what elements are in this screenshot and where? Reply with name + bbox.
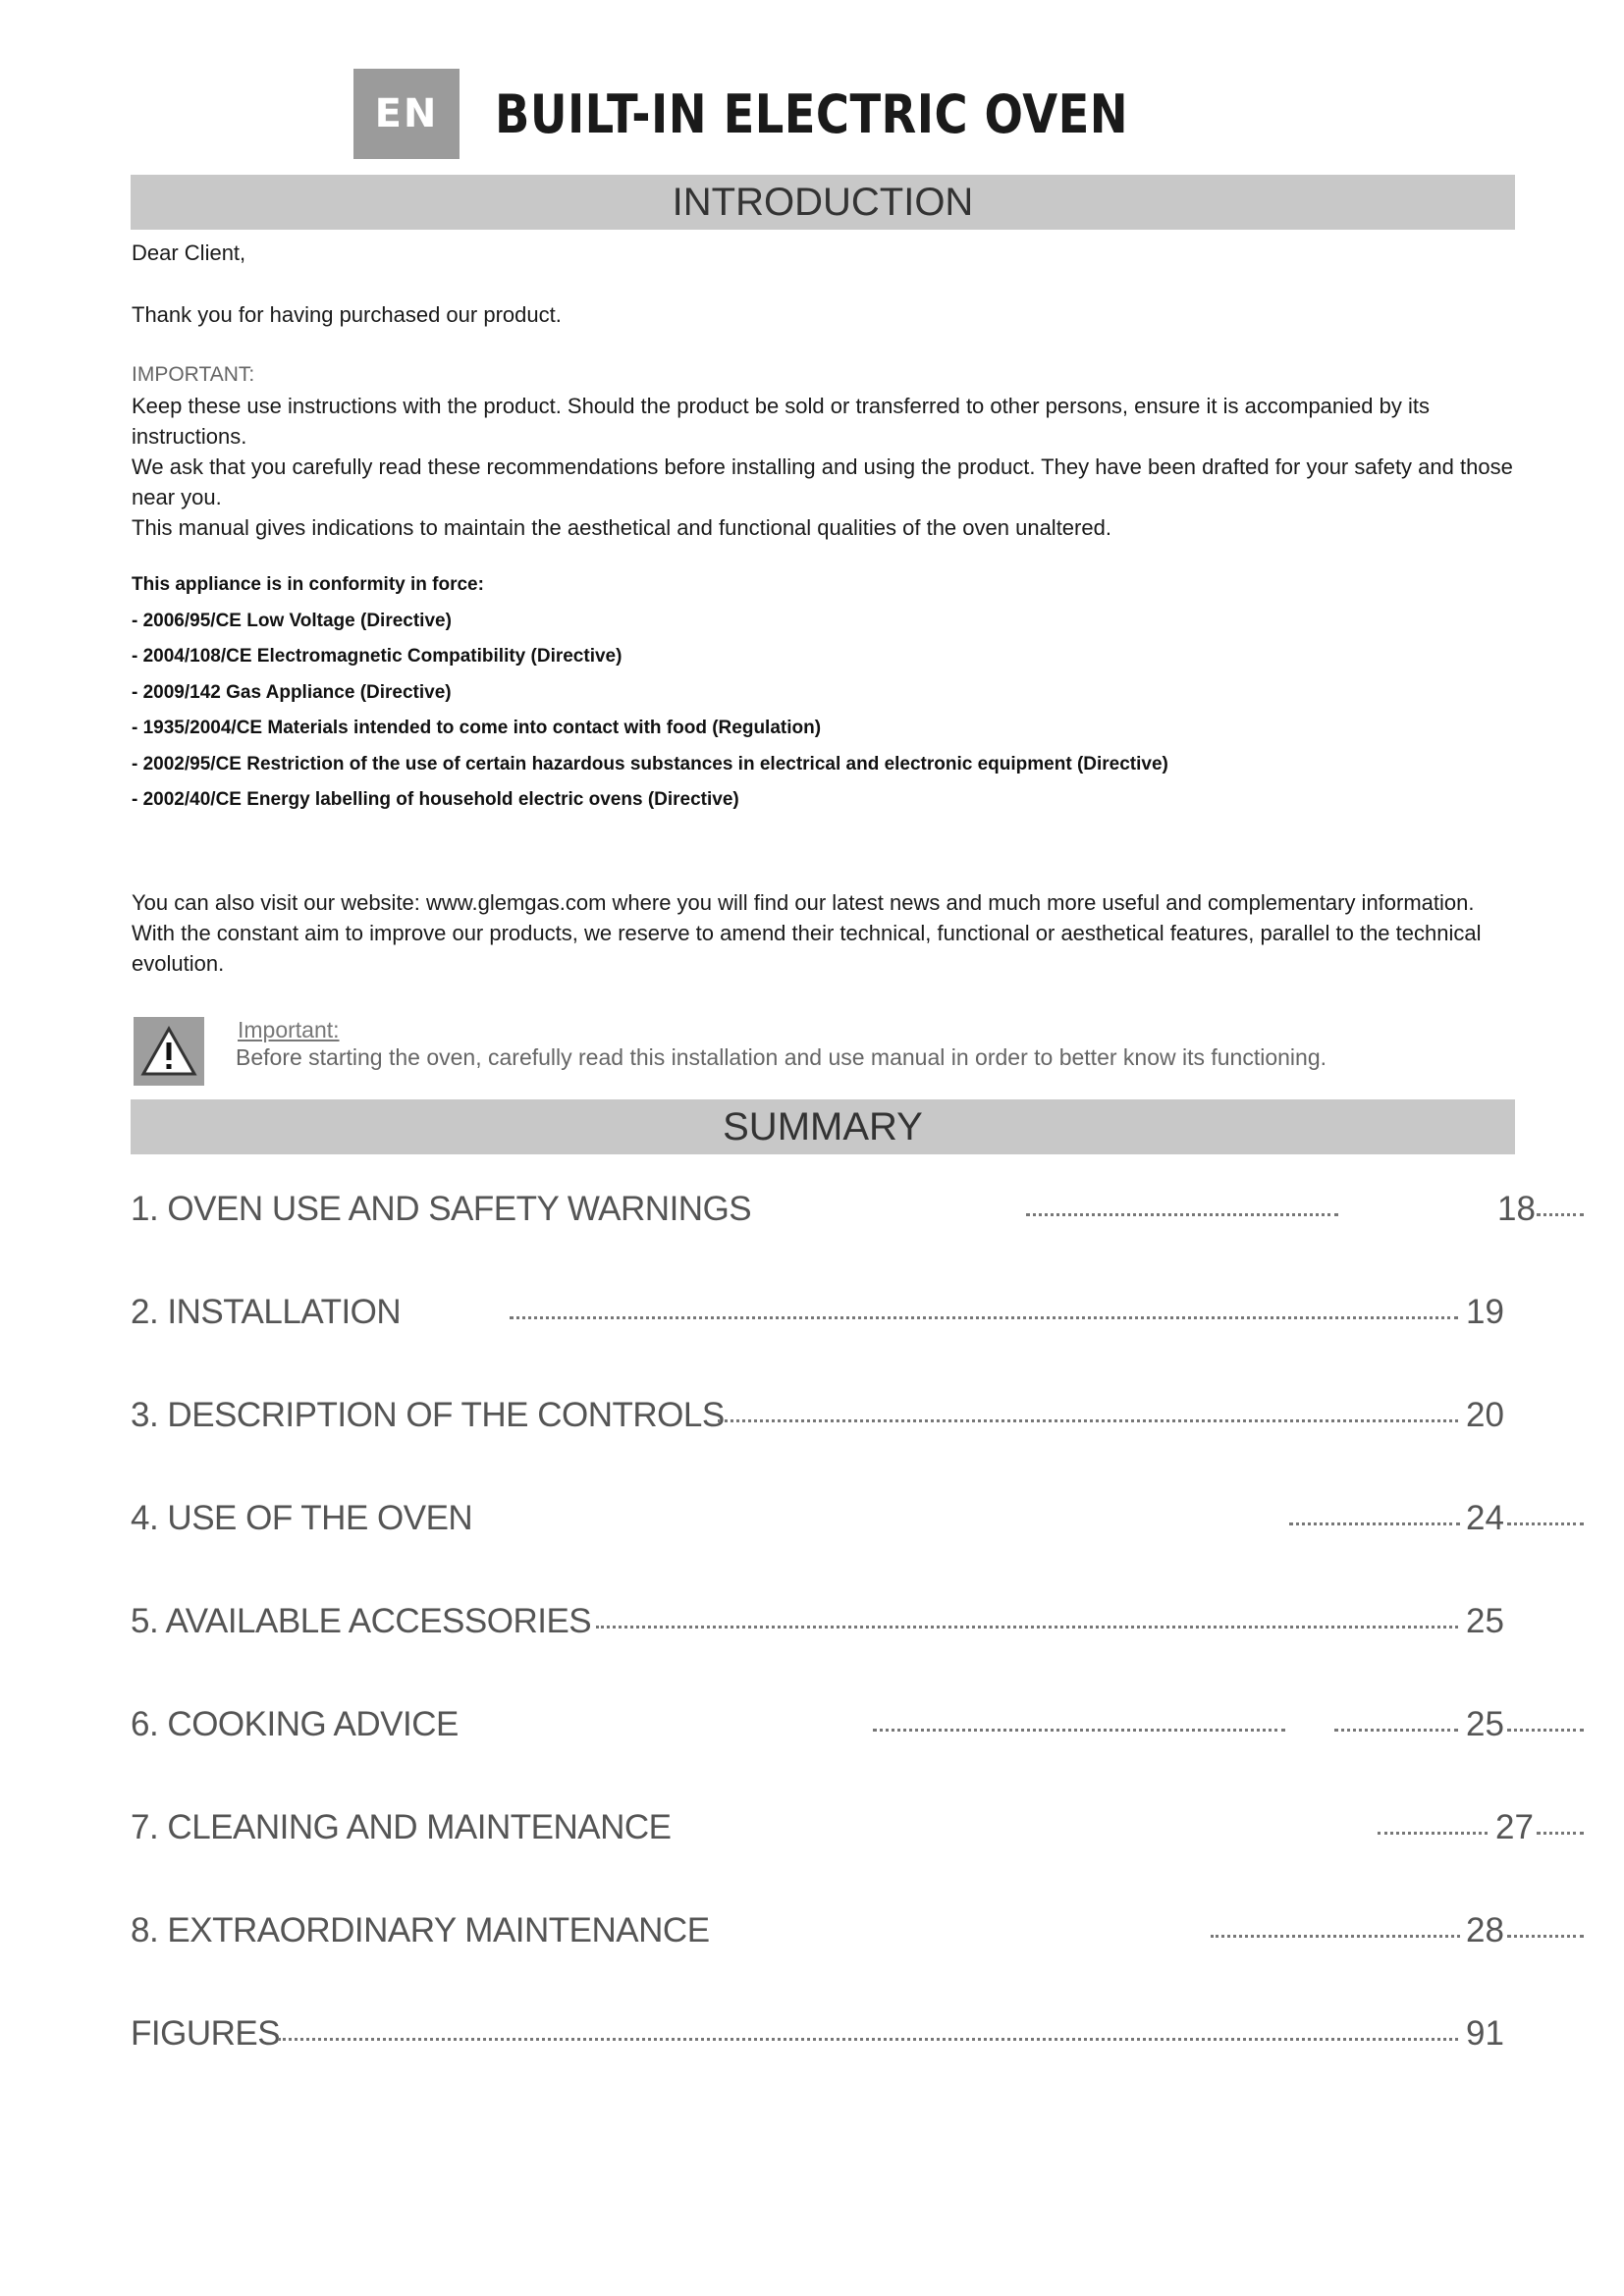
toc-entry[interactable] [131, 2014, 1603, 2117]
toc-entry[interactable] [131, 1911, 1603, 2014]
toc-entry-label: 6. COOKING ADVICE [131, 1705, 459, 1743]
notice-text: Before starting the oven, carefully read this installation and use manual in order to better know its functioning. [236, 1044, 1327, 1070]
toc-leader-dots [596, 1622, 1458, 1629]
important-notice [134, 1017, 1528, 1086]
toc-leader-dots [1507, 1725, 1584, 1732]
warning-triangle-icon [134, 1017, 204, 1086]
directive-item: - 2006/95/CE Low Voltage (Directive) [132, 610, 452, 631]
toc-leader-dots [718, 1415, 1458, 1422]
toc-entry-label: 7. CLEANING AND MAINTENANCE [131, 1808, 672, 1846]
toc-leader-dots [873, 1725, 1285, 1732]
directive-item: - 2002/40/CE Energy labelling of household electric ovens (Directive) [132, 789, 739, 810]
directive-item: - 2009/142 Gas Appliance (Directive) [132, 681, 452, 703]
toc-entry-page: 20 [1466, 1396, 1504, 1434]
toc-leader-dots [1507, 1519, 1584, 1525]
intro-paragraph-3: This manual gives indications to maintain the aesthetical and functional qualities of the oven unaltered. [132, 515, 1111, 540]
greeting: Dear Client, [132, 240, 246, 265]
toc-entry[interactable] [131, 1499, 1603, 1602]
intro-paragraph-1: Keep these use instructions with the product. Should the product be sold or transferred to other persons, ensure it is accompanied by its instructions. [132, 394, 1430, 449]
toc-leader-dots [1289, 1519, 1460, 1525]
toc-leader-dots [1507, 1931, 1584, 1938]
toc-entry[interactable] [131, 1293, 1603, 1396]
toc-entry-page: 91 [1466, 2014, 1504, 2053]
toc-entry[interactable] [131, 1705, 1603, 1808]
directive-item: - 2002/95/CE Restriction of the use of certain hazardous substances in electrical and electronic equipment (Directive) [132, 753, 1168, 774]
conformity-title: This appliance is in conformity in force: [132, 574, 484, 595]
toc-entry-page: 28 [1466, 1911, 1504, 1949]
page-header [353, 69, 1231, 159]
website-paragraph: You can also visit our website: www.glemgas.com where you will find our latest news and much more useful and complementary information. With the constant aim to improve our products, we reserve to amend their technical, functional or aesthetical features, parallel to the technical evolution. [132, 890, 1482, 976]
important-label: IMPORTANT: [132, 363, 255, 386]
toc-entry-page: 25 [1466, 1705, 1504, 1743]
introduction-heading: INTRODUCTION [131, 175, 1515, 230]
toc-leader-dots [1334, 1725, 1458, 1732]
toc-entry-label: 4. USE OF THE OVEN [131, 1499, 473, 1537]
toc-entry-label: 1. OVEN USE AND SAFETY WARNINGS [131, 1190, 752, 1228]
toc-leader-dots [1378, 1828, 1488, 1835]
toc-entry[interactable] [131, 1602, 1603, 1705]
table-of-contents [131, 1190, 1603, 2117]
toc-leader-dots [1211, 1931, 1460, 1938]
toc-entry-page: 24 [1466, 1499, 1504, 1537]
toc-entry-page: 19 [1466, 1293, 1504, 1331]
directive-item: - 1935/2004/CE Materials intended to come into contact with food (Regulation) [132, 718, 822, 738]
toc-entry-label: 2. INSTALLATION [131, 1293, 402, 1331]
toc-entry[interactable] [131, 1396, 1603, 1499]
toc-leader-dots [1026, 1209, 1338, 1216]
language-badge: EN [353, 69, 460, 159]
directive-item: - 2004/108/CE Electromagnetic Compatibility (Directive) [132, 646, 623, 667]
thanks-text: Thank you for having purchased our product. [132, 302, 562, 327]
toc-leader-dots [1537, 1209, 1584, 1216]
toc-entry-label: 8. EXTRAORDINARY MAINTENANCE [131, 1911, 710, 1949]
toc-leader-dots [278, 2034, 1458, 2041]
toc-entry[interactable] [131, 1808, 1603, 1911]
toc-leader-dots [510, 1312, 1458, 1319]
toc-entry-label: FIGURES [131, 2014, 281, 2053]
document-title: BUILT-IN ELECTRIC OVEN [495, 82, 1129, 145]
summary-heading: SUMMARY [131, 1099, 1515, 1154]
toc-entry-page: 18 [1497, 1190, 1536, 1228]
toc-entry-label: 3. DESCRIPTION OF THE CONTROLS [131, 1396, 725, 1434]
toc-entry-page: 25 [1466, 1602, 1504, 1640]
intro-paragraphs [132, 391, 1526, 543]
toc-entry[interactable] [131, 1190, 1603, 1293]
notice-title: Important: [238, 1017, 340, 1042]
conformity-list [132, 567, 1168, 819]
toc-entry-page: 27 [1495, 1808, 1534, 1846]
intro-paragraph-2: We ask that you carefully read these recommendations before installing and using the product. They have been drafted for your safety and those near you. [132, 454, 1513, 509]
toc-leader-dots [1537, 1828, 1584, 1835]
toc-entry-label: 5. AVAILABLE ACCESSORIES [131, 1602, 592, 1640]
